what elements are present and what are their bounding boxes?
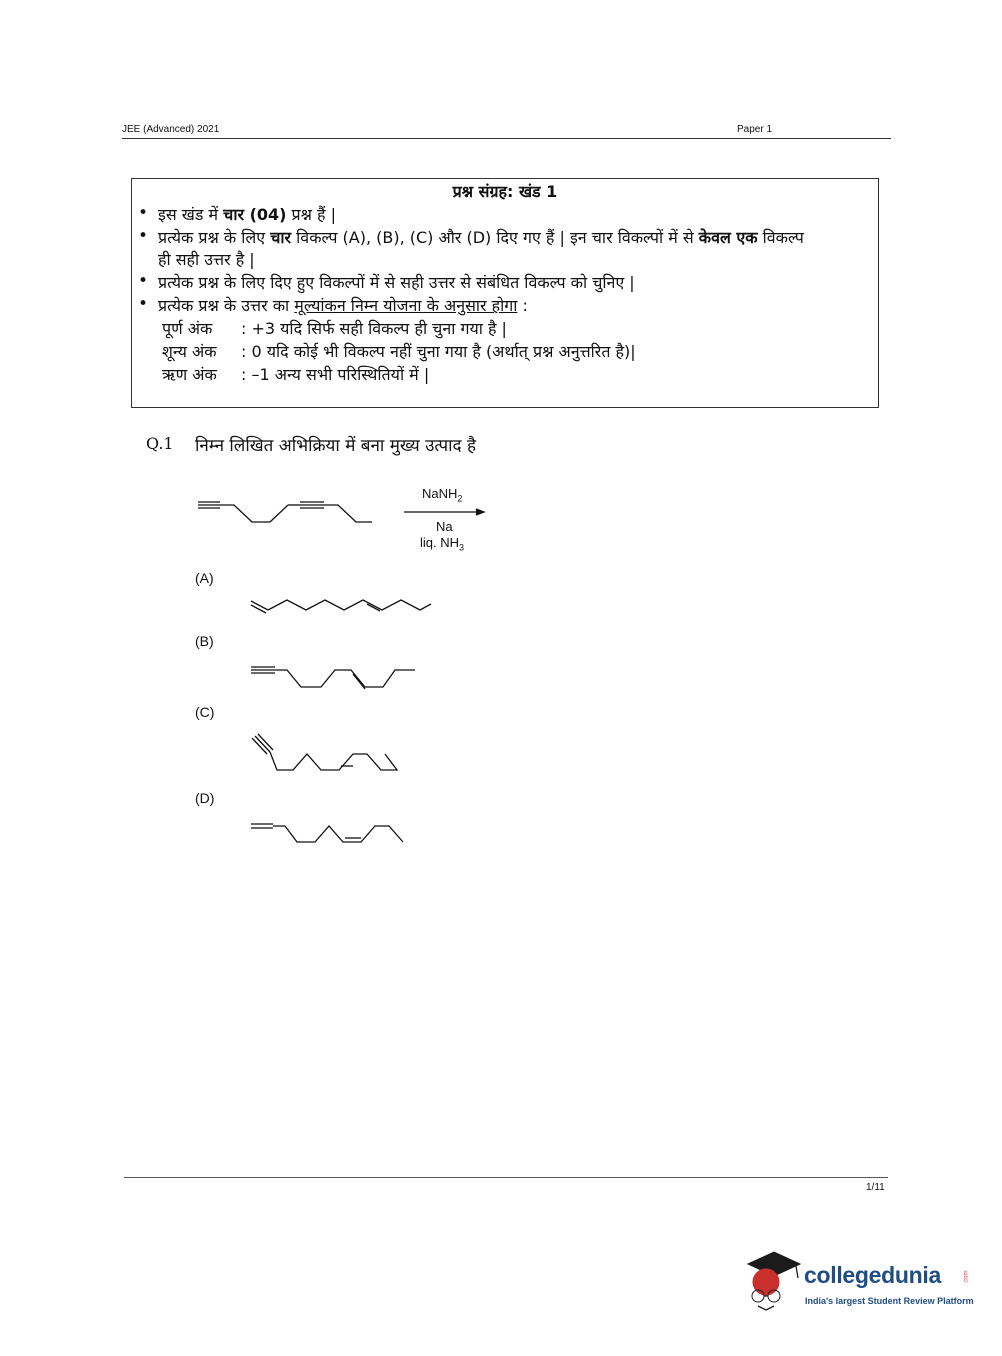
instruction-1: इस खंड में चार (04) प्रश्न हैं | (158, 205, 337, 224)
reagent-top: NaNH$_2$ (422, 486, 463, 504)
reactant-structure (196, 498, 376, 528)
reagent-liq-nh3: liq. $NH_3$ (420, 535, 465, 553)
footer-divider (124, 1177, 888, 1178)
marking-text-negative: : –1 अन्य सभी परिस्थितियों में | (241, 365, 430, 384)
header-exam: JEE (Advanced) 2021 (122, 124, 220, 135)
instruction-3: प्रत्येक प्रश्न के लिए दिए हुए विकल्पों में से सही उत्तर से संबंधित विकल्प को चुनिए | (158, 273, 635, 292)
instruction-2-cont: ही सही उत्तर है | (158, 250, 255, 269)
page-number: 1/11 (866, 1182, 885, 1193)
instruction-4: प्रत्येक प्रश्न के उत्तर का मूल्यांकन निम्न योजना के अनुसार होगा : (158, 296, 528, 315)
marking-label-full: पूर्ण अंक (162, 319, 213, 338)
question-number: Q.1 (146, 434, 174, 453)
option-c-label: (C) (195, 704, 215, 720)
header-divider (122, 138, 891, 139)
instruction-2: प्रत्येक प्रश्न के लिए चार विकल्प (A), (B), (C) और (D) दिए गए हैं | इन चार विकल्पों में से केवल एक विकल्प (158, 228, 804, 247)
collegedunia-mascot-icon (744, 1252, 802, 1316)
bullet-dot: • (138, 226, 149, 246)
logo-tagline: India's largest Student Review Platform (805, 1296, 974, 1306)
reagent-na: Na (436, 519, 453, 534)
bullet-dot: • (138, 294, 149, 314)
logo-suffix: .com (963, 1270, 970, 1284)
logo-wordmark: collegedunia (804, 1262, 941, 1288)
instructions-title: प्रश्न संग्रह: खंड 1 (452, 182, 558, 201)
marking-text-zero: : 0 यदि कोई भी विकल्प नहीं चुना गया है (अर्थात् प्रश्न अनुत्तरित है)| (241, 342, 636, 361)
bullet-dot: • (138, 203, 149, 223)
option-c-structure (249, 734, 404, 776)
header-paper: Paper 1 (737, 124, 773, 135)
option-d-structure (249, 820, 409, 846)
marking-label-negative: ऋण अंक (162, 365, 217, 384)
option-d-label: (D) (195, 790, 215, 806)
reaction-arrow (404, 507, 488, 517)
option-a-label: (A) (195, 570, 214, 586)
marking-label-zero: शून्य अंक (162, 342, 217, 361)
option-b-label: (B) (195, 633, 214, 649)
option-a-structure (249, 598, 434, 620)
bullet-dot: • (138, 271, 149, 291)
marking-text-full: : +3 यदि सिर्फ सही विकल्प ही चुना गया है | (241, 319, 507, 338)
option-b-structure (249, 663, 419, 691)
question-text: निम्न लिखित अभिक्रिया में बना मुख्य उत्पाद है (195, 436, 477, 456)
